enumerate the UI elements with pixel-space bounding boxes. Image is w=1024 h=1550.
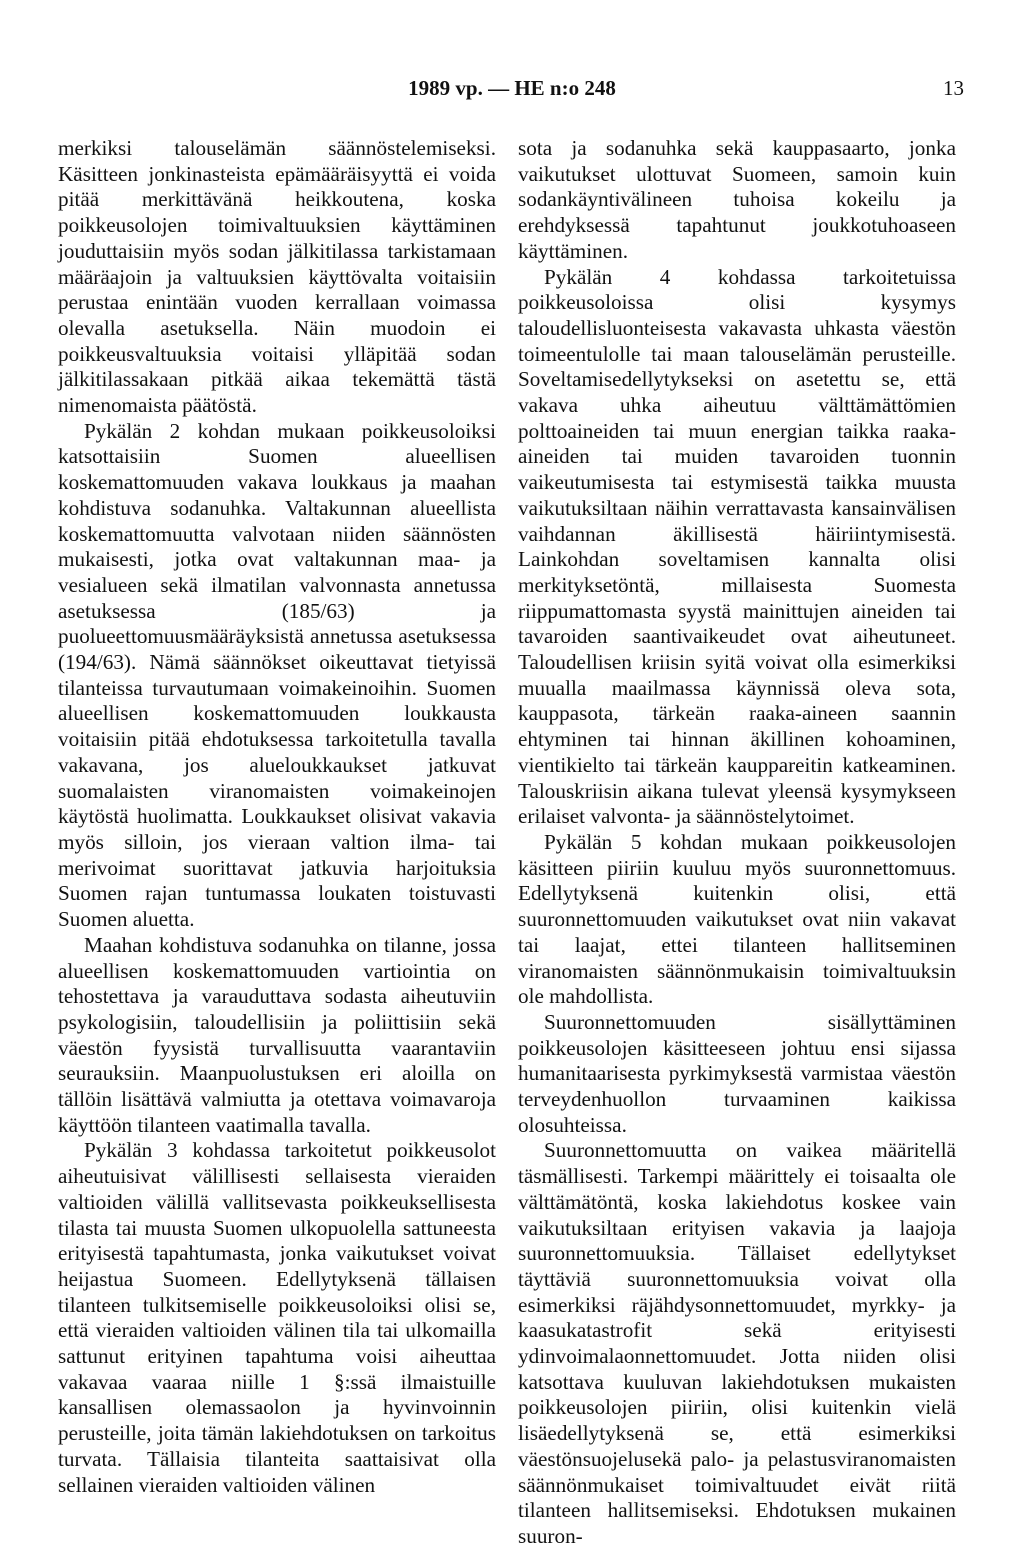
paragraph: sota ja sodanuhka sekä kauppasaarto, jonka vaikutukset ulottuvat Suomeen, samoin kuin sodankäyntivälineen tuhoisa kokeilu ja erehdyksessä tapahtunut joukkotuhoaseen käyttäminen.: [518, 136, 956, 263]
paragraph: Pykälän 2 kohdan mukaan poikkeusoloiksi katsottaisiin Suomen alueellisen koskemattomuuden vakava loukkaus ja maahan kohdistuva sodanuhka. Valtakunnan alueellista koskemattomuutta valvotaan niiden säännösten mukaisesti, jotka ovat valtakunnan maa- ja vesialueen sekä ilmatilan valvonnasta annetussa asetuksessa (185/63) ja puolueettomuusmääräyksistä annetussa asetuksessa (194/63). Nämä säännökset oikeuttavat tietyissä tilanteissa turvautumaan voimakeinoihin. Suomen alueellisen koskemattomuuden loukkausta voitaisiin pitää ehdotuksessa tarkoitetulla tavalla vakavana, jos alueloukkaukset jatkuvat suomalaisten viranomaisten voimakeinojen käytöstä huolimatta. Loukkaukset olisivat vakavia myös silloin, jos vieraan valtion ilma- tai merivoimat suorittavat jatkuvia harjoituksia Suomen rajan tuntumassa loukaten toistuvasti Suomen aluetta.: [58, 418, 496, 932]
right-column: [518, 136, 956, 1550]
page-number: 13: [943, 76, 964, 100]
paragraph: Suuronnettomuuden sisällyttäminen poikkeusolojen käsitteeseen johtuu ensi sijassa humanitaarisesta pyrkimyksestä varmistaa väestön terveydenhuollon turvaaminen kaikissa olosuhteissa.: [518, 1009, 956, 1137]
paragraph: merkiksi talouselämän säännöstelemiseksi. Käsitteen jonkinasteista epämääräisyyttä ei voida pitää merkittävänä heikkoutena, koska poikkeusolojen toimivaltuuksien käyttäminen jouduttaisiin myös sodan jälkitilassa tarkistamaan määräajoin ja valtuuksien käyttövalta voitaisiin perustaa enintään vuoden kerrallaan voimassa olevalla asetuksella. Näin muodoin ei poikkeusvaltuuksia voitaisi ylläpitää sodan jälkitilassakaan pitkää aikaa tekemättä tästä nimenomaista päätöstä.: [58, 136, 496, 418]
left-column: [58, 136, 496, 1498]
running-title: 1989 vp. — HE n:o 248: [408, 76, 616, 100]
paragraph: Pykälän 4 kohdassa tarkoitetuissa poikkeusoloissa olisi kysymys taloudellisluonteisesta vakavasta uhkasta väestön toimeentulolle tai maan talouselämän perusteille. Soveltamisedellytykseksi on asetettu se, että vakava uhka aiheutuu välttämättömien polttoaineiden tai muun energian taikka raaka-aineiden tai muiden tavaroiden tuonnin vaikeutumisesta tai estymisestä taikka muusta vaikutuksiltaan näihin verrattavasta kansainvälisen vaihdannan äkillisestä häiriintymisestä. Lainkohdan soveltamisen kannalta olisi merkityksetöntä, millaisesta Suomesta riippumattomasta syystä mainittujen aineiden tai tavaroiden saantivaikeudet ovat aiheutuneet. Taloudellisen kriisin syitä voivat olla esimerkiksi muualla maailmassa käynnissä oleva sota, kauppasota, tärkeän raaka-aineen saannin ehtyminen tai hinnan äkillinen kohoaminen, vientikielto tai tärkeän kauppareitin katkeaminen. Talouskriisin aikana tulevat yleensä kysymykseen erilaiset valvonta- ja säännöstelytoimet.: [518, 264, 956, 829]
paragraph: Pykälän 3 kohdassa tarkoitetut poikkeusolot aiheutuisivat välillisesti sellaisesta vieraiden valtioiden välillä vallitsevasta poikkeuksellisesta tilasta tai muusta Suomen ulkopuolella sattuneesta erityisestä tapahtumasta, jonka vaikutukset voivat heijastua Suomeen. Edellytyksenä tällaisen tilanteen tulkitsemiselle poikkeusoloiksi olisi se, että vieraiden valtioiden välinen tila tai ulkomailla sattunut erityinen tapahtuma voisi aiheuttaa vakavaa vaaraa niille 1 §:ssä ilmaistuille kansallisen olemassaolon ja hyvinvoinnin perusteille, joita tämän lakiehdotuksen on tarkoitus turvata. Tällaisia tilanteita saattaisivat olla sellainen vieraiden valtioiden välinen: [58, 1138, 496, 1497]
page-header: [0, 76, 1024, 106]
paragraph: Suuronnettomuutta on vaikea määritellä täsmällisesti. Tarkempi määrittely ei toisaalta ole välttämätöntä, koska lakiehdotus koskee vain vaikutuksiltaan erityisen vakavia ja laajoja suuronnettomuuksia. Tällaiset edellytykset täyttäviä suuronnettomuuksia voivat olla esimerkiksi räjähdysonnettomuudet, myrkky- ja kaasukatastrofit sekä erityisesti ydinvoimalaonnettomuudet. Jotta niiden olisi katsottava kuuluvan lakiehdotuksen mukaisten poikkeusolojen piiriin, olisi kuitenkin vielä lisäedellytyksenä se, että esimerkiksi väestönsuojelusekä palo- ja pelastusviranomaisten säännönmukaiset toimivaltuudet eivät riitä tilanteen hallitsemiseksi. Ehdotuksen mukainen suuron-: [518, 1138, 956, 1548]
paragraph: Pykälän 5 kohdan mukaan poikkeusolojen käsitteen piiriin kuuluu myös suuronnettomuus. Edellytyksenä kuitenkin olisi, että suuronnettomuuden vaikutukset ovat niin vakavat tai laajat, ettei tilanteen hallitseminen viranomaisten säännönmukaisin toimivaltuuksin ole mahdollista.: [518, 829, 956, 1009]
paragraph: Maahan kohdistuva sodanuhka on tilanne, jossa alueellisen koskemattomuuden vartiointia on tehostettava ja varauduttava sodasta aiheutuviin psykologisiin, taloudellisiin ja poliittisiin sekä väestön fyysistä turvallisuutta vaarantaviin seurauksiin. Maanpuolustuksen eri aloilla on tällöin lisättävä valmiutta ja otettava voimavaroja käyttöön tilanteen vaatimalla tavalla.: [58, 932, 496, 1137]
